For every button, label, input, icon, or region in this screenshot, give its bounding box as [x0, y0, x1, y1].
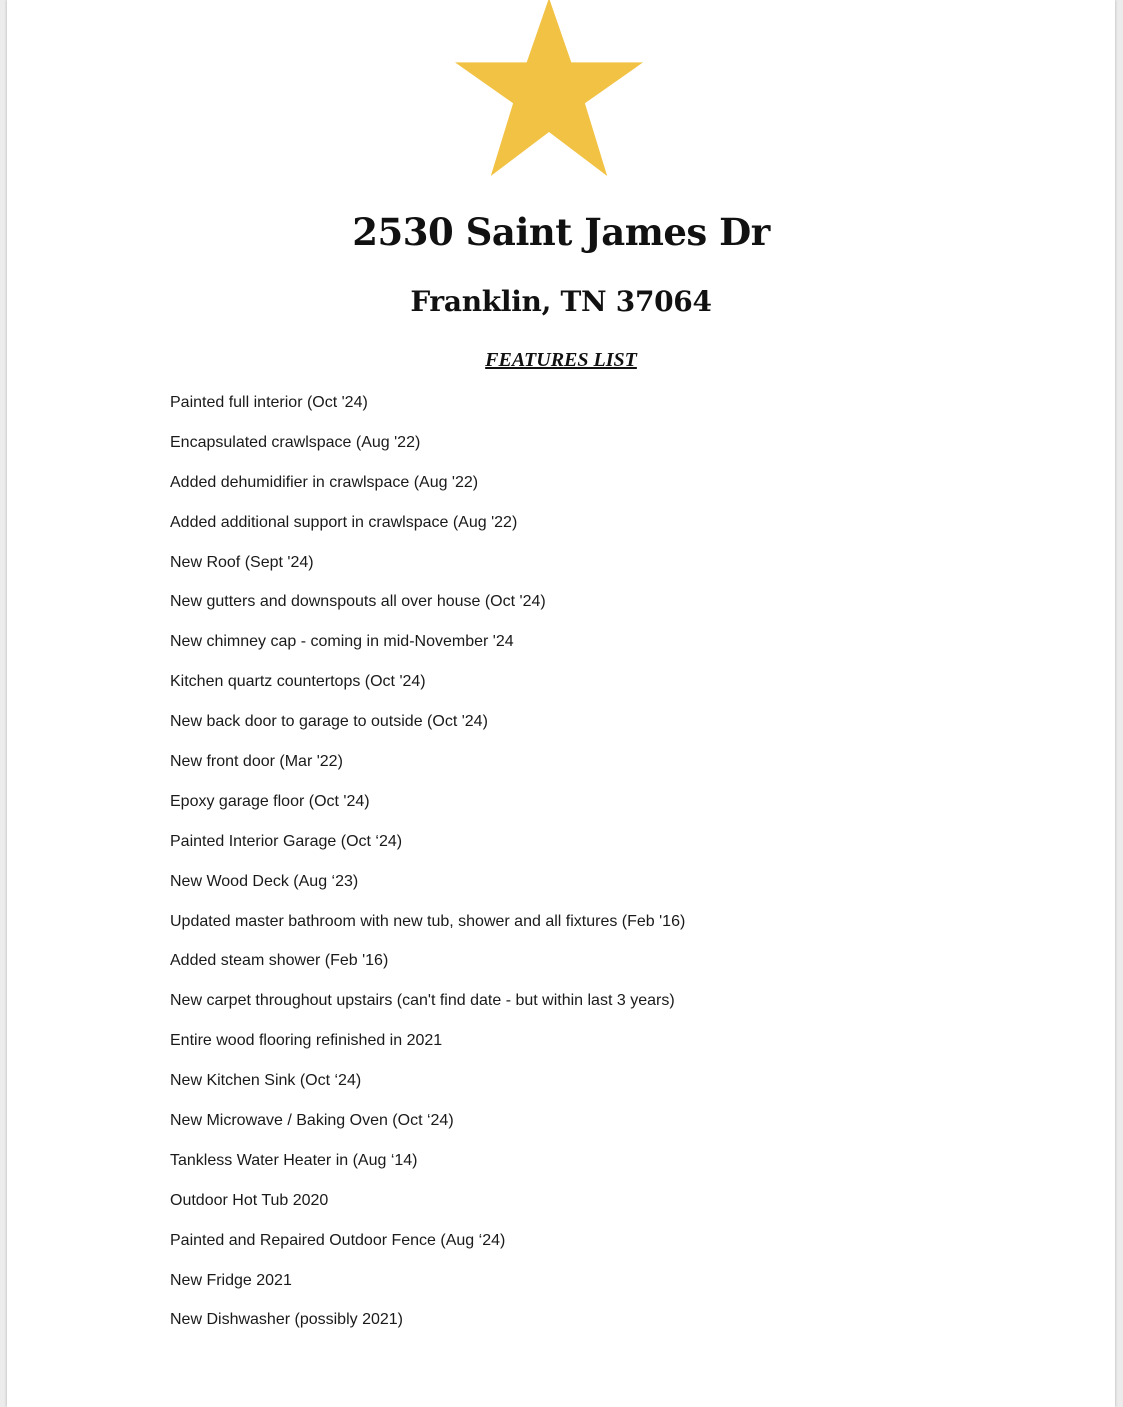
features-list-heading: FEATURES LIST	[485, 349, 637, 371]
document-page	[7, 0, 1115, 1407]
property-address: 2530 Saint James Dr	[352, 210, 770, 254]
feature-item: New Fridge 2021	[170, 1271, 292, 1289]
feature-item: Added additional support in crawlspace (Aug '22)	[170, 513, 518, 531]
feature-item: Kitchen quartz countertops (Oct '24)	[170, 673, 426, 691]
feature-item: New Microwave / Baking Oven (Oct ‘24)	[170, 1112, 454, 1130]
feature-item: Added steam shower (Feb '16)	[170, 952, 389, 970]
feature-item: New gutters and downspouts all over house (Oct '24)	[170, 593, 546, 611]
feature-item: Added dehumidifier in crawlspace (Aug '22)	[170, 473, 479, 491]
feature-item: New front door (Mar '22)	[170, 753, 343, 771]
features-list	[170, 390, 685, 1347]
feature-item: New Wood Deck (Aug ‘23)	[170, 872, 359, 890]
feature-item: Updated master bathroom with new tub, shower and all fixtures (Feb '16)	[170, 912, 686, 930]
feature-item: New carpet throughout upstairs (can't find date - but within last 3 years)	[170, 992, 675, 1010]
feature-item: New Kitchen Sink (Oct ‘24)	[170, 1072, 362, 1090]
feature-item: New Dishwasher (possibly 2021)	[170, 1311, 403, 1329]
feature-item: Painted and Repaired Outdoor Fence (Aug ‘24)	[170, 1231, 506, 1249]
feature-item: Painted full interior (Oct '24)	[170, 394, 368, 411]
feature-item: Epoxy garage floor (Oct '24)	[170, 792, 370, 810]
feature-item: Entire wood flooring refinished in 2021	[170, 1032, 443, 1050]
feature-item: Painted Interior Garage (Oct ‘24)	[170, 832, 403, 850]
feature-item: New back door to garage to outside (Oct '24)	[170, 713, 488, 731]
feature-item: Encapsulated crawlspace (Aug '22)	[170, 433, 421, 451]
feature-item: New Roof (Sept '24)	[170, 553, 314, 571]
star-icon	[454, 0, 644, 178]
feature-item: New chimney cap - coming in mid-November '24	[170, 633, 514, 651]
feature-item: Tankless Water Heater in (Aug ‘14)	[170, 1151, 418, 1169]
feature-item: Outdoor Hot Tub 2020	[170, 1191, 329, 1209]
property-city-state-zip: Franklin, TN 37064	[410, 285, 712, 318]
